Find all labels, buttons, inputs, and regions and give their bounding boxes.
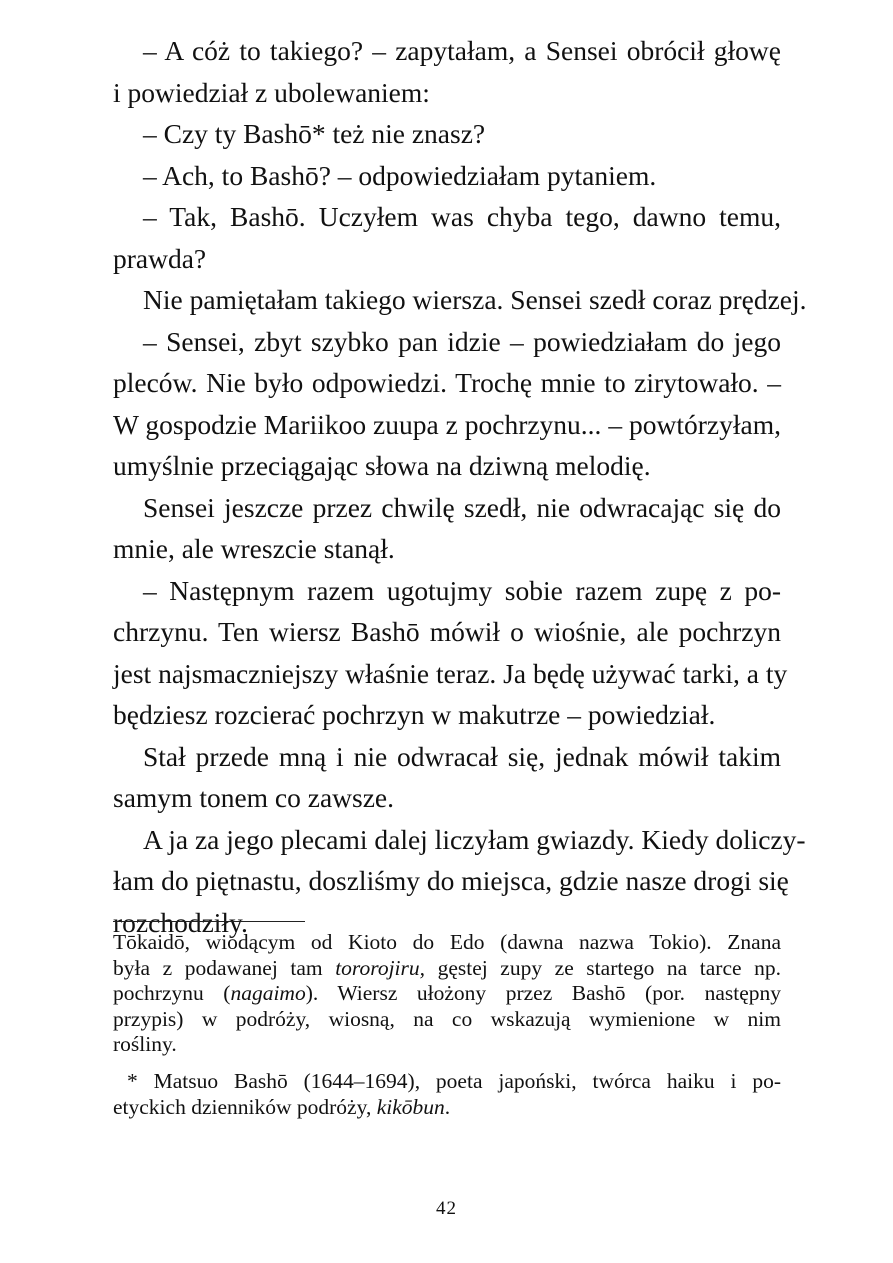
- body-line: mnie, ale wreszcie stanął.: [113, 533, 395, 564]
- footnote-1-line: Tōkaidō, wiodącym od Kioto do Edo (dawna nazwa Tokio). Znana: [113, 930, 781, 954]
- body-line: – Tak, Bashō. Uczyłem was chyba tego, dawno temu,: [143, 201, 781, 232]
- body-line: umyślnie przeciągając słowa na dziwną melodię.: [113, 450, 651, 481]
- body-line: – A cóż to takiego? – zapytałam, a Sensei obrócił głowę: [143, 35, 781, 66]
- footnote-2-line: etyckich dzienników podróży, kikōbun.: [113, 1094, 451, 1119]
- body-line: Stał przede mną i nie odwracał się, jednak mówił takim: [143, 740, 781, 772]
- body-line: samym tonem co zawsze.: [113, 782, 395, 813]
- body-line: rozchodziły.: [113, 906, 248, 938]
- body-text: [113, 30, 807, 943]
- body-line: – Ach, to Bashō? – odpowiedziałam pytaniem.: [143, 159, 657, 191]
- body-line: Nie pamiętałam takiego wiersza. Sensei szedł coraz prędzej.: [143, 284, 807, 315]
- footnote-1-line: pochrzynu (nagaimo). Wiersz ułożony przez Bashō (por. następny: [113, 981, 781, 1006]
- footnote-1-line: rośliny.: [113, 1032, 177, 1057]
- body-line: będziesz rozcierać pochrzyn w makutrze – powiedział.: [113, 699, 716, 730]
- body-line: i powiedział z ubolewaniem:: [113, 76, 430, 108]
- footnote-1-line: przypis) w podróży, wiosną, na co wskazują wymienione w nim: [113, 1006, 781, 1031]
- body-line: A ja za jego plecami dalej liczyłam gwiazdy. Kiedy doliczy-: [143, 823, 806, 855]
- page-number: 42: [436, 1198, 457, 1219]
- body-line: – Następnym razem ugotujmy sobie razem zupę z po-: [143, 574, 781, 606]
- body-line: – Sensei, zbyt szybko pan idzie – powiedziałam do jego: [143, 325, 781, 357]
- body-line: jest najsmaczniejszy właśnie teraz. Ja będę używać tarki, a ty: [113, 657, 788, 689]
- body-line: chrzynu. Ten wiersz Bashō mówił o wiośnie, ale pochrzyn: [113, 616, 781, 647]
- body-line: pleców. Nie było odpowiedzi. Trochę mnie to zirytowało. –: [113, 367, 781, 398]
- body-line: prawda?: [113, 242, 207, 274]
- footnote-gap: [113, 1058, 781, 1069]
- footnote-2-line: * Matsuo Bashō (1644–1694), poeta japoński, twórca haiku i po-: [127, 1068, 781, 1093]
- body-line: Sensei jeszcze przez chwilę szedł, nie odwracając się do: [143, 491, 781, 523]
- body-line: – Czy ty Bashō* też nie znasz?: [143, 118, 486, 149]
- footnotes: [113, 930, 781, 1120]
- footnote-1-line: była z podawanej tam tororojiru, gęstej zupy ze startego na tarce np.: [113, 955, 781, 980]
- footnote-separator: [113, 921, 305, 922]
- footnote-marker: *: [127, 1068, 138, 1093]
- body-line: W gospodzie Mariikoo zuupa z pochrzynu... – powtórzyłam,: [113, 408, 781, 440]
- body-line: łam do piętnastu, doszliśmy do miejsca, gdzie nasze drogi się: [113, 865, 789, 896]
